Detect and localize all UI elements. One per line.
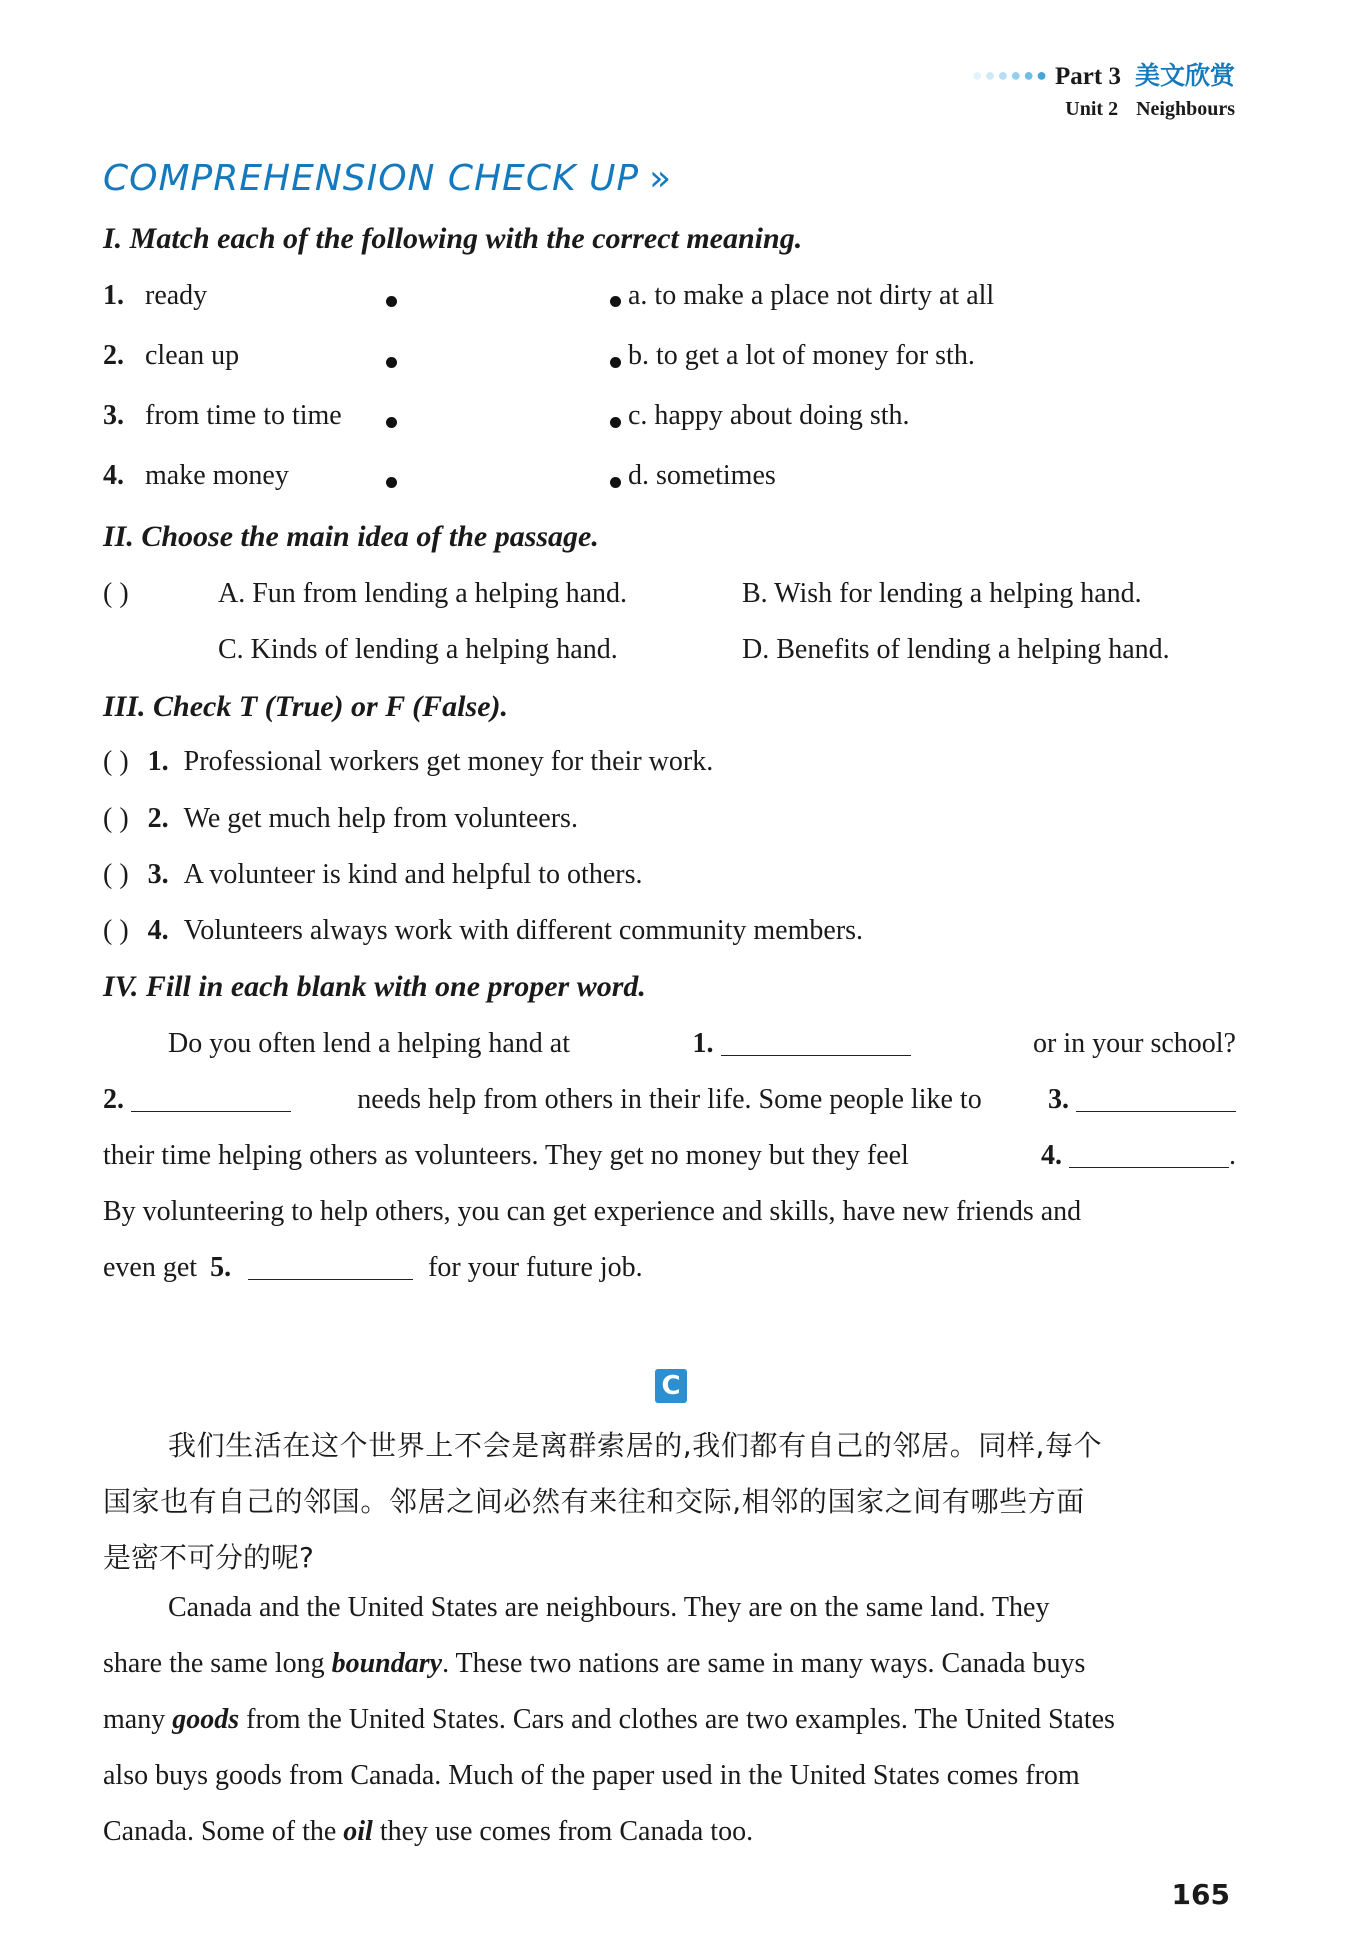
item-text: from time to time [145,400,342,431]
passage-line [103,1648,1236,1680]
item-number: 3. [103,400,124,431]
blank-input[interactable] [131,1085,291,1112]
passage-text: many [103,1704,166,1735]
keyword-goods: goods [172,1704,240,1735]
blank-input[interactable] [1076,1085,1236,1112]
item-text: make money [145,460,289,491]
option-a: A. Fun from lending a helping hand. [218,578,628,609]
keyword-oil: oil [343,1816,373,1847]
match-dot-right[interactable] [610,357,621,368]
answer-paren[interactable]: ( ) [103,746,129,777]
header-unit [972,98,1235,121]
passage-text: Canada. Some of the [103,1816,337,1847]
item-text: Professional workers get money for their work. [183,746,714,777]
page-header [972,56,1235,121]
comprehension-title [103,158,672,199]
cn-intro-line: 我们生活在这个世界上不会是离群索居的,我们都有自己的邻居。同样,每个 [168,1429,1103,1462]
option-d: D. Benefits of lending a helping hand. [742,634,1170,665]
cloze-line [103,1028,1236,1060]
item-number: 3. [147,859,169,890]
cloze-line: their time helping others as volunteers. They get no money but they feel 4. . [103,1140,1236,1171]
match-dot-left[interactable] [386,417,397,428]
unit-label: Unit 2 [1065,98,1119,120]
passage-text: Canada and the United States are neighbours. They are on the same land. They [168,1592,1050,1623]
item-number: 4. [147,915,169,946]
item-number: 2. [103,340,124,371]
item-number: 1. [147,746,169,777]
tf-item [103,803,578,835]
item-text: Volunteers always work with different community members. [183,915,864,946]
decorative-dots-icon: ●●●●●● [971,65,1050,85]
match-right-item: a. to make a place not dirty at all [628,280,995,311]
tf-item [103,859,642,891]
blank-number: 4. [1041,1140,1062,1171]
passage-text: . These two nations are same in many ways. Canada buys [442,1648,1086,1679]
answer-paren[interactable]: ( ) [103,803,129,834]
cloze-text: for your future job. [428,1252,643,1283]
section-c-label: C [655,1369,687,1403]
passage-line [103,1760,1236,1792]
tf-item [103,915,863,947]
cloze-line [103,1196,1236,1228]
cn-intro-line: 是密不可分的呢? [103,1541,314,1574]
section2-heading: II. Choose the main idea of the passage. [103,520,599,553]
part-cn-label: 美文欣赏 [1134,61,1235,90]
passage-line [103,1704,1236,1736]
answer-paren[interactable]: ( ) [103,859,129,890]
match-dot-right[interactable] [610,477,621,488]
passage-line [103,1816,753,1848]
match-left-item [103,460,289,492]
cloze-text: needs help from others in their life. Some people like to [357,1084,982,1115]
double-chevron-icon: » [649,158,673,199]
answer-paren[interactable]: ( ) [103,915,129,946]
match-dot-left[interactable] [386,357,397,368]
blank-input[interactable] [1069,1141,1229,1168]
passage-text: share the same long [103,1648,325,1679]
part-label: Part 3 [1055,63,1121,90]
page-number: 165 [1171,1878,1230,1911]
cloze-line [103,1252,643,1284]
comprehension-title-text: COMPREHENSION CHECK UP [103,158,640,199]
item-text: ready [145,280,208,311]
passage-text: they use comes from Canada too. [379,1816,754,1847]
match-left-item [103,400,342,432]
section4-heading: IV. Fill in each blank with one proper word. [103,970,646,1003]
match-dot-left[interactable] [386,296,397,307]
cn-intro-line: 国家也有自己的邻国。邻居之间必然有来往和交际,相邻的国家之间有哪些方面 [103,1485,1085,1518]
cloze-text: By volunteering to help others, you can get experience and skills, have new friends and [103,1196,1082,1227]
blank-number: 1. [692,1028,714,1059]
section1-heading: I. Match each of the following with the correct meaning. [103,222,803,255]
answer-paren[interactable]: ( ) [103,578,129,609]
match-right-item: c. happy about doing sth. [628,400,910,431]
passage-text: also buys goods from Canada. Much of the paper used in the United States comes from [103,1760,1080,1791]
header-part [972,56,1235,92]
cloze-text: or in your school? [1033,1028,1236,1059]
cloze-line [103,1084,1236,1116]
match-dot-right[interactable] [610,296,621,307]
blank-input[interactable] [721,1029,911,1056]
cloze-text: Do you often lend a helping hand at [168,1028,571,1059]
keyword-boundary: boundary [331,1648,443,1679]
match-dot-right[interactable] [610,417,621,428]
item-text: A volunteer is kind and helpful to others. [183,859,643,890]
match-right-item: b. to get a lot of money for sth. [628,340,975,371]
item-text: clean up [145,340,240,371]
cloze-text: their time helping others as volunteers. They get no money but they feel [103,1140,909,1171]
cloze-text: even get [103,1252,198,1283]
passage-text: from the United States. Cars and clothes are two examples. The United States [246,1704,1115,1735]
unit-title: Neighbours [1136,98,1235,120]
match-dot-left[interactable] [386,477,397,488]
option-b: B. Wish for lending a helping hand. [742,578,1142,609]
blank-number: 2. [103,1084,124,1115]
section3-heading: III. Check T (True) or F (False). [103,690,508,723]
item-text: We get much help from volunteers. [183,803,578,834]
tf-item [103,746,713,778]
blank-number: 5. [210,1252,232,1283]
match-left-item [103,340,239,372]
item-number: 4. [103,460,124,491]
passage-line [103,1592,1236,1624]
item-number: 2. [147,803,169,834]
blank-input[interactable] [248,1253,413,1280]
item-number: 1. [103,280,124,311]
blank-number: 3. [1048,1084,1069,1115]
match-right-item: d. sometimes [628,460,776,491]
option-c: C. Kinds of lending a helping hand. [218,634,618,665]
match-left-item [103,280,207,312]
